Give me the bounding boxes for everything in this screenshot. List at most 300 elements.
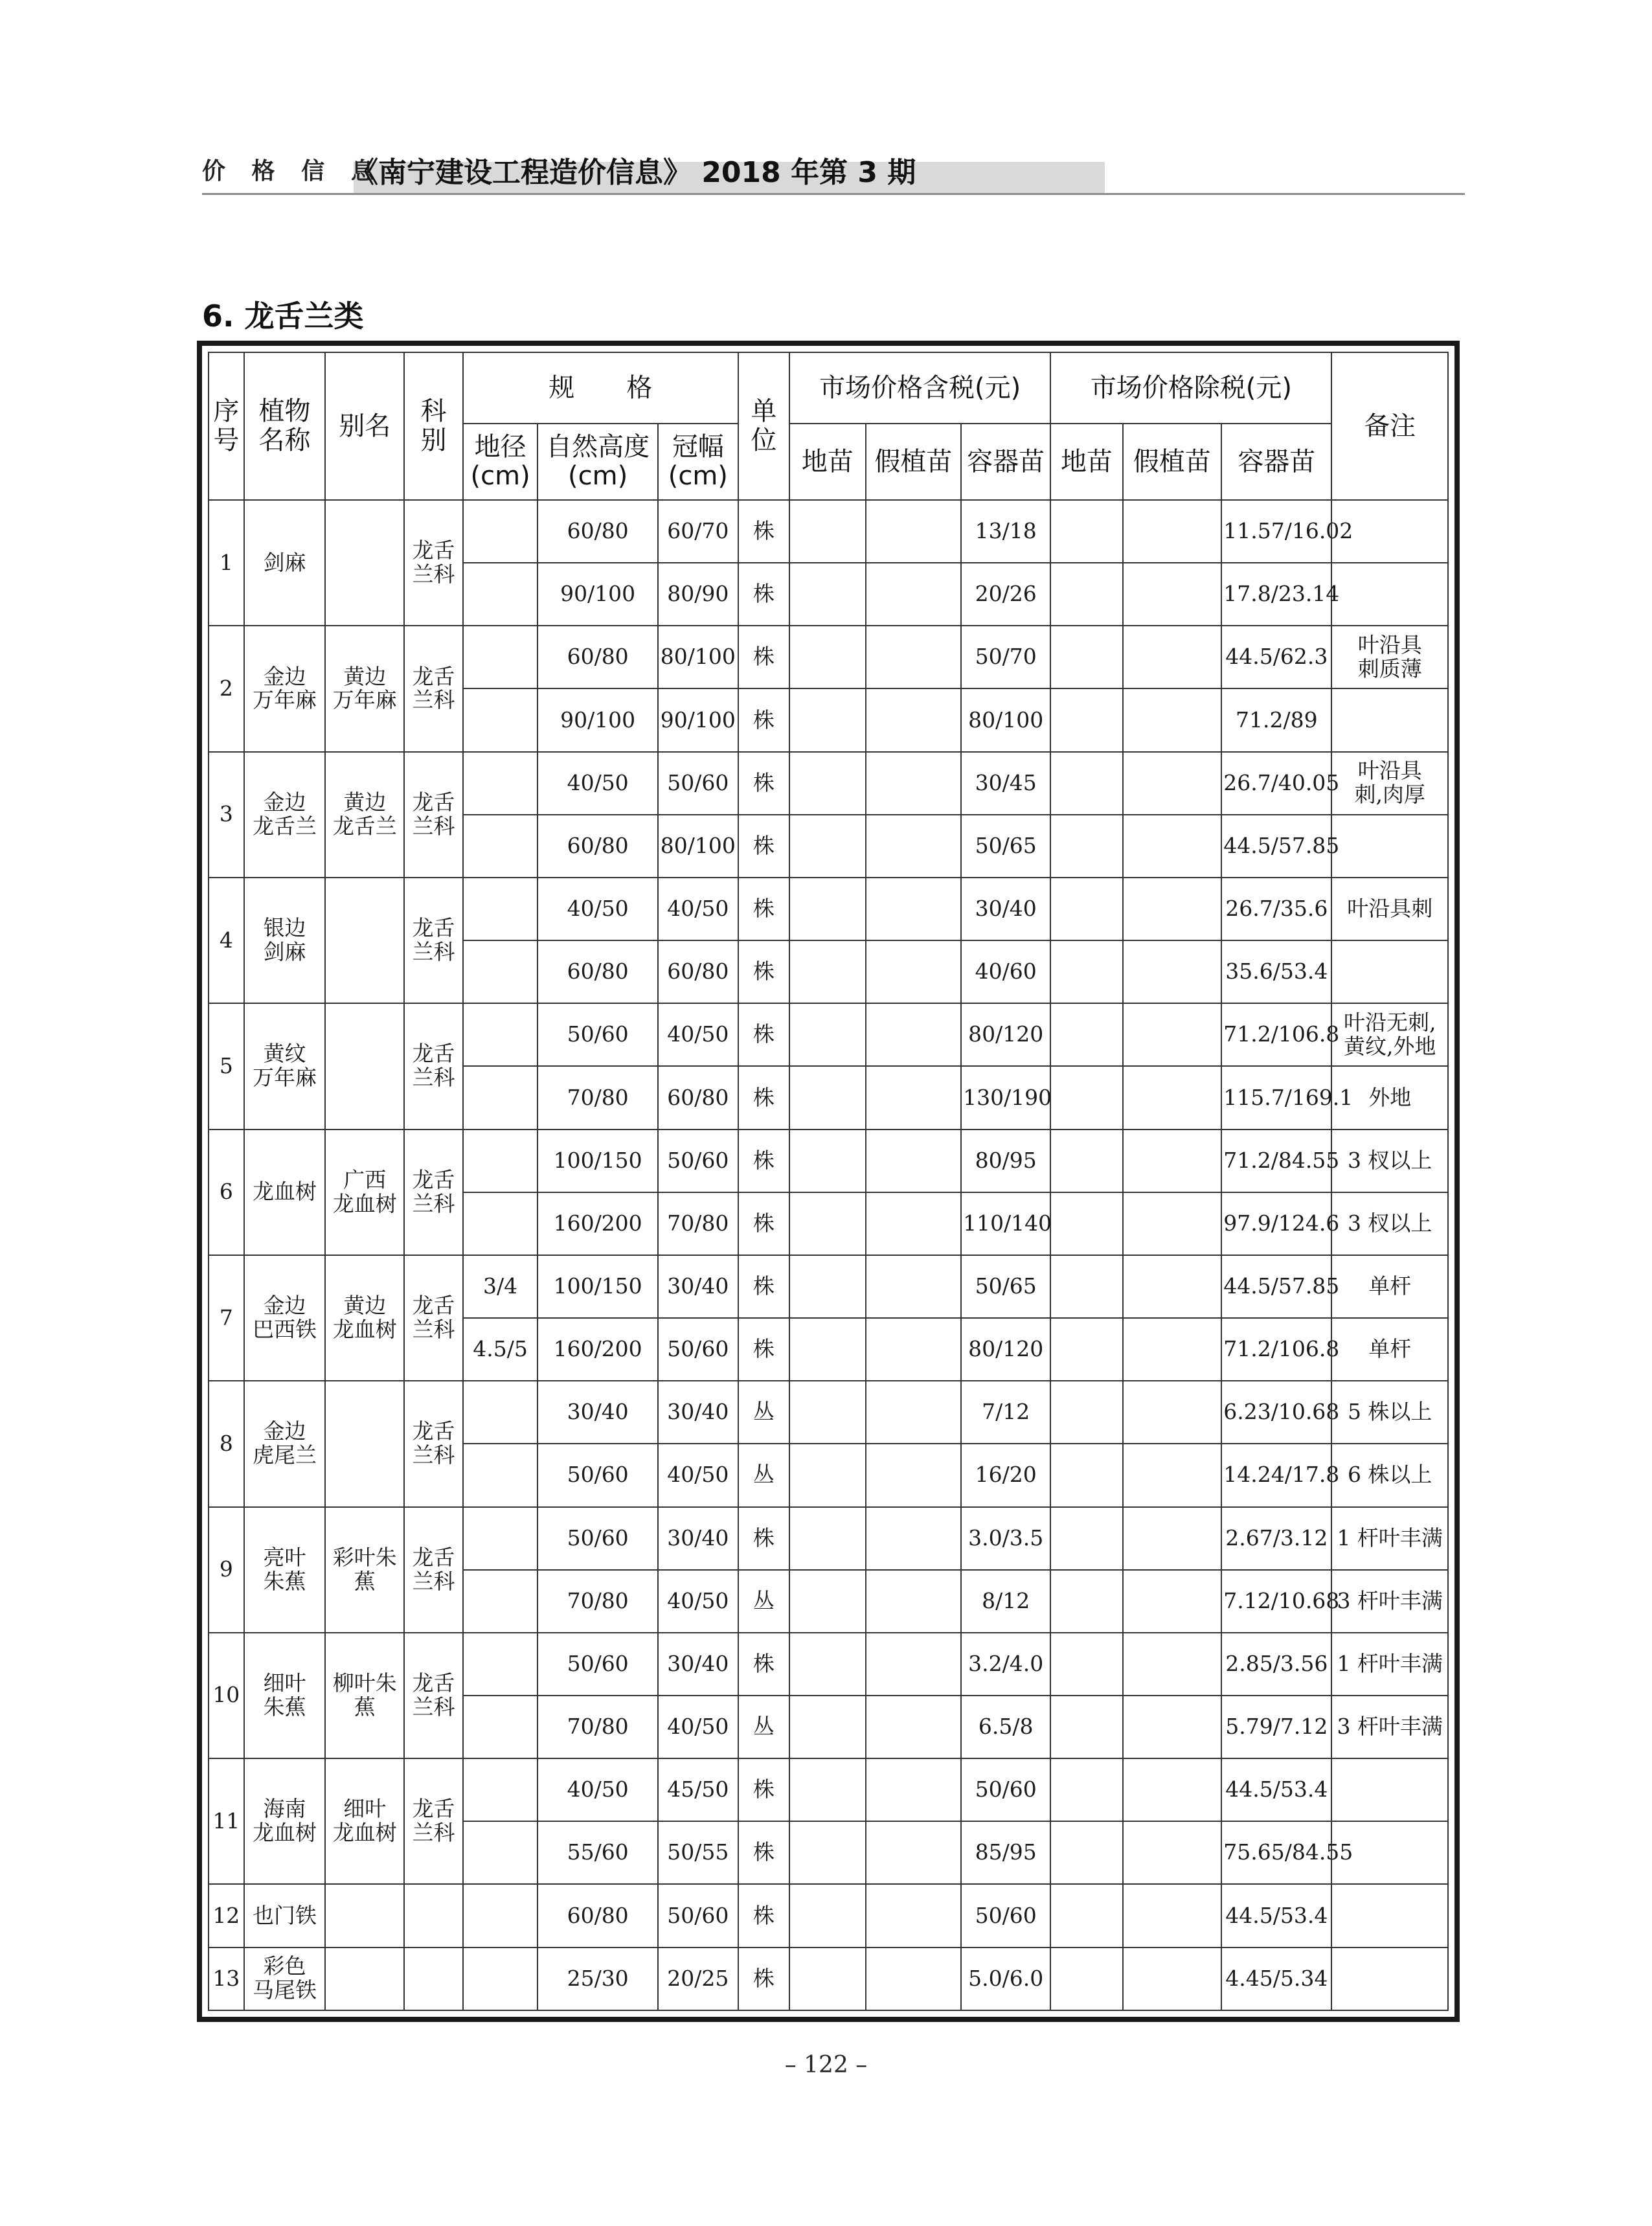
note: 6 株以上: [1331, 1444, 1448, 1506]
note: 外地: [1331, 1066, 1448, 1129]
header-container-ex: 容器苗: [1221, 424, 1331, 500]
plant-alias: [325, 878, 404, 1003]
container-price-ex: 44.5/57.85: [1221, 1255, 1331, 1318]
plant-family: 龙舌 兰科: [404, 1381, 463, 1506]
diameter: [463, 688, 537, 751]
crown: 40/50: [658, 878, 738, 940]
header-unit: 单 位: [738, 352, 789, 500]
crown: 30/40: [658, 1507, 738, 1570]
plant-family: [404, 1884, 463, 1947]
height: 55/60: [537, 1821, 658, 1884]
diameter: [463, 940, 537, 1003]
row-seq: 11: [209, 1758, 244, 1884]
container-price-in: 40/60: [961, 940, 1050, 1003]
container-price-ex: 115.7/169.1: [1221, 1066, 1331, 1129]
note: 单杆: [1331, 1318, 1448, 1381]
diameter: [463, 1948, 537, 2010]
fake-price-ex: [1123, 1003, 1222, 1066]
unit: 株: [738, 1884, 789, 1947]
plant-alias: [325, 1884, 404, 1947]
diameter: [463, 500, 537, 563]
fake-price-ex: [1123, 1444, 1222, 1506]
fake-price-in: [866, 1444, 961, 1506]
container-price-in: 8/12: [961, 1570, 1050, 1633]
row-seq: 1: [209, 500, 244, 626]
height: 50/60: [537, 1507, 658, 1570]
ground-price-ex: [1050, 752, 1122, 815]
unit: 株: [738, 815, 789, 878]
container-price-ex: 2.85/3.56: [1221, 1633, 1331, 1696]
plant-family: 龙舌 兰科: [404, 752, 463, 878]
unit: 株: [738, 1318, 789, 1381]
ground-price-in: [789, 1570, 866, 1633]
plant-family: 龙舌 兰科: [404, 500, 463, 626]
fake-price-ex: [1123, 688, 1222, 751]
table-row: [209, 1633, 1448, 1696]
fake-price-ex: [1123, 500, 1222, 563]
plant-alias: 黄边 万年麻: [325, 626, 404, 751]
container-price-ex: 4.45/5.34: [1221, 1948, 1331, 2010]
height: 70/80: [537, 1066, 658, 1129]
container-price-ex: 71.2/89: [1221, 688, 1331, 751]
table-row: [209, 626, 1448, 688]
note: 3 杈以上: [1331, 1192, 1448, 1255]
ground-price-ex: [1050, 1821, 1122, 1884]
container-price-in: 80/120: [961, 1318, 1050, 1381]
ground-price-in: [789, 1255, 866, 1318]
plant-alias: [325, 500, 404, 626]
container-price-ex: 44.5/53.4: [1221, 1884, 1331, 1947]
container-price-in: 7/12: [961, 1381, 1050, 1444]
plant-alias: 广西 龙血树: [325, 1130, 404, 1255]
price-table-frame: [197, 341, 1460, 2022]
container-price-ex: 75.65/84.55: [1221, 1821, 1331, 1884]
row-seq: 4: [209, 878, 244, 1003]
ground-price-in: [789, 500, 866, 563]
note: 5 株以上: [1331, 1381, 1448, 1444]
plant-family: 龙舌 兰科: [404, 1003, 463, 1129]
container-price-in: 5.0/6.0: [961, 1948, 1050, 2010]
ground-price-in: [789, 752, 866, 815]
fake-price-ex: [1123, 1066, 1222, 1129]
ground-price-ex: [1050, 1318, 1122, 1381]
note: 1 杆叶丰满: [1331, 1507, 1448, 1570]
plant-name: 金边 虎尾兰: [244, 1381, 326, 1506]
diameter: [463, 1192, 537, 1255]
container-price-ex: 6.23/10.68: [1221, 1381, 1331, 1444]
plant-name: 剑麻: [244, 500, 326, 626]
fake-price-ex: [1123, 1821, 1222, 1884]
unit: 株: [738, 1948, 789, 2010]
fake-price-in: [866, 626, 961, 688]
plant-name: 细叶 朱蕉: [244, 1633, 326, 1758]
container-price-in: 50/65: [961, 815, 1050, 878]
note: [1331, 940, 1448, 1003]
ground-price-ex: [1050, 1003, 1122, 1066]
container-price-in: 85/95: [961, 1821, 1050, 1884]
crown: 80/90: [658, 563, 738, 626]
row-seq: 9: [209, 1507, 244, 1633]
unit: 丛: [738, 1570, 789, 1633]
table-row: [209, 500, 1448, 563]
fake-price-ex: [1123, 815, 1222, 878]
diameter: [463, 1633, 537, 1696]
container-price-ex: 44.5/53.4: [1221, 1758, 1331, 1821]
header-container-in: 容器苗: [961, 424, 1050, 500]
crown: 60/80: [658, 940, 738, 1003]
fake-price-ex: [1123, 1948, 1222, 2010]
plant-alias: [325, 1381, 404, 1506]
height: 40/50: [537, 1758, 658, 1821]
diameter: [463, 1444, 537, 1506]
note: 叶沿具 刺,肉厚: [1331, 752, 1448, 815]
height: 160/200: [537, 1192, 658, 1255]
header-rule: [202, 193, 1465, 195]
fake-price-in: [866, 1381, 961, 1444]
fake-price-ex: [1123, 626, 1222, 688]
unit: 株: [738, 626, 789, 688]
table-row: [209, 752, 1448, 815]
ground-price-ex: [1050, 688, 1122, 751]
plant-name: 银边 剑麻: [244, 878, 326, 1003]
fake-price-ex: [1123, 940, 1222, 1003]
crown: 90/100: [658, 688, 738, 751]
crown: 50/60: [658, 1130, 738, 1192]
ground-price-in: [789, 1633, 866, 1696]
height: 60/80: [537, 1884, 658, 1947]
crown: 30/40: [658, 1255, 738, 1318]
fake-price-ex: [1123, 1696, 1222, 1758]
ground-price-ex: [1050, 1255, 1122, 1318]
fake-price-in: [866, 940, 961, 1003]
ground-price-ex: [1050, 1381, 1122, 1444]
container-price-ex: 26.7/40.05: [1221, 752, 1331, 815]
container-price-ex: 17.8/23.14: [1221, 563, 1331, 626]
diameter: [463, 1130, 537, 1192]
container-price-in: 20/26: [961, 563, 1050, 626]
ground-price-ex: [1050, 500, 1122, 563]
fake-price-in: [866, 563, 961, 626]
height: 50/60: [537, 1003, 658, 1066]
plant-name: 亮叶 朱蕉: [244, 1507, 326, 1633]
fake-price-ex: [1123, 1507, 1222, 1570]
plant-alias: [325, 1948, 404, 2010]
row-seq: 8: [209, 1381, 244, 1506]
ground-price-in: [789, 815, 866, 878]
crown: 20/25: [658, 1948, 738, 2010]
price-table: [208, 352, 1449, 2011]
diameter: [463, 626, 537, 688]
header-seq: 序 号: [209, 352, 244, 500]
diameter: [463, 815, 537, 878]
crown: 50/55: [658, 1821, 738, 1884]
crown: 50/60: [658, 1318, 738, 1381]
crown: 80/100: [658, 815, 738, 878]
fake-price-in: [866, 1066, 961, 1129]
ground-price-ex: [1050, 1884, 1122, 1947]
ground-price-in: [789, 1130, 866, 1192]
container-price-in: 30/40: [961, 878, 1050, 940]
unit: 株: [738, 500, 789, 563]
ground-price-ex: [1050, 1444, 1122, 1506]
note: 叶沿具刺: [1331, 878, 1448, 940]
ground-price-in: [789, 1066, 866, 1129]
plant-name: 金边 万年麻: [244, 626, 326, 751]
ground-price-in: [789, 878, 866, 940]
row-seq: 5: [209, 1003, 244, 1129]
plant-name: 黄纹 万年麻: [244, 1003, 326, 1129]
fake-price-in: [866, 1507, 961, 1570]
unit: 株: [738, 1507, 789, 1570]
fake-price-ex: [1123, 563, 1222, 626]
plant-family: 龙舌 兰科: [404, 1758, 463, 1884]
plant-family: 龙舌 兰科: [404, 878, 463, 1003]
header-diameter: 地径 (cm): [463, 424, 537, 500]
plant-name: 龙血树: [244, 1130, 326, 1255]
fake-price-ex: [1123, 752, 1222, 815]
header-tax-ex-group: 市场价格除税(元): [1050, 352, 1331, 424]
plant-alias: 彩叶朱 蕉: [325, 1507, 404, 1633]
row-seq: 10: [209, 1633, 244, 1758]
container-price-ex: 44.5/62.3: [1221, 626, 1331, 688]
crown: 50/60: [658, 752, 738, 815]
fake-price-in: [866, 1255, 961, 1318]
row-seq: 12: [209, 1884, 244, 1947]
container-price-ex: 71.2/84.55: [1221, 1130, 1331, 1192]
unit: 株: [738, 688, 789, 751]
note: 叶沿无刺, 黄纹,外地: [1331, 1003, 1448, 1066]
height: 100/150: [537, 1255, 658, 1318]
unit: 株: [738, 1192, 789, 1255]
ground-price-in: [789, 1696, 866, 1758]
container-price-in: 110/140: [961, 1192, 1050, 1255]
fake-price-in: [866, 688, 961, 751]
plant-family: 龙舌 兰科: [404, 1255, 463, 1381]
container-price-in: 130/190: [961, 1066, 1050, 1129]
unit: 株: [738, 1066, 789, 1129]
crown: 60/70: [658, 500, 738, 563]
container-price-in: 3.2/4.0: [961, 1633, 1050, 1696]
height: 60/80: [537, 815, 658, 878]
ground-price-ex: [1050, 1130, 1122, 1192]
fake-price-in: [866, 500, 961, 563]
plant-name: 金边 龙舌兰: [244, 752, 326, 878]
unit: 株: [738, 878, 789, 940]
ground-price-in: [789, 1821, 866, 1884]
height: 60/80: [537, 940, 658, 1003]
unit: 株: [738, 1821, 789, 1884]
ground-price-in: [789, 1444, 866, 1506]
crown: 50/60: [658, 1884, 738, 1947]
height: 50/60: [537, 1633, 658, 1696]
plant-name: 金边 巴西铁: [244, 1255, 326, 1381]
unit: 丛: [738, 1696, 789, 1758]
crown: 60/80: [658, 1066, 738, 1129]
diameter: [463, 1507, 537, 1570]
height: 70/80: [537, 1570, 658, 1633]
height: 25/30: [537, 1948, 658, 2010]
note: 3 杆叶丰满: [1331, 1696, 1448, 1758]
row-seq: 6: [209, 1130, 244, 1255]
ground-price-ex: [1050, 940, 1122, 1003]
ground-price-in: [789, 1884, 866, 1947]
container-price-in: 50/65: [961, 1255, 1050, 1318]
container-price-ex: 26.7/35.6: [1221, 878, 1331, 940]
header-tax-in-group: 市场价格含税(元): [789, 352, 1050, 424]
ground-price-ex: [1050, 1948, 1122, 2010]
unit: 丛: [738, 1381, 789, 1444]
container-price-ex: 35.6/53.4: [1221, 940, 1331, 1003]
running-header: [202, 146, 1465, 196]
container-price-in: 50/70: [961, 626, 1050, 688]
crown: 40/50: [658, 1003, 738, 1066]
plant-name: 彩色 马尾铁: [244, 1948, 326, 2010]
ground-price-ex: [1050, 1696, 1122, 1758]
ground-price-in: [789, 626, 866, 688]
fake-price-in: [866, 1003, 961, 1066]
note: [1331, 1948, 1448, 2010]
fake-price-ex: [1123, 878, 1222, 940]
height: 60/80: [537, 500, 658, 563]
fake-price-in: [866, 1192, 961, 1255]
diameter: [463, 1381, 537, 1444]
fake-price-in: [866, 1821, 961, 1884]
row-seq: 13: [209, 1948, 244, 2010]
row-seq: 2: [209, 626, 244, 751]
ground-price-ex: [1050, 1192, 1122, 1255]
fake-price-ex: [1123, 1884, 1222, 1947]
row-seq: 7: [209, 1255, 244, 1381]
container-price-ex: 14.24/17.8: [1221, 1444, 1331, 1506]
table-row: [209, 1507, 1448, 1570]
page-number: – 122 –: [784, 2052, 868, 2078]
ground-price-ex: [1050, 815, 1122, 878]
crown: 40/50: [658, 1696, 738, 1758]
ground-price-in: [789, 1381, 866, 1444]
plant-family: 龙舌 兰科: [404, 1130, 463, 1255]
header-height: 自然高度 (cm): [537, 424, 658, 500]
diameter: [463, 563, 537, 626]
note: 3 杈以上: [1331, 1130, 1448, 1192]
fake-price-in: [866, 1130, 961, 1192]
container-price-ex: 2.67/3.12: [1221, 1507, 1331, 1570]
diameter: [463, 1821, 537, 1884]
height: 30/40: [537, 1381, 658, 1444]
container-price-ex: 7.12/10.68: [1221, 1570, 1331, 1633]
unit: 株: [738, 1758, 789, 1821]
container-price-in: 80/95: [961, 1130, 1050, 1192]
crown: 30/40: [658, 1381, 738, 1444]
header-family: 科 别: [404, 352, 463, 500]
table-row: [209, 1381, 1448, 1444]
container-price-in: 13/18: [961, 500, 1050, 563]
ground-price-in: [789, 1507, 866, 1570]
plant-alias: 黄边 龙舌兰: [325, 752, 404, 878]
crown: 40/50: [658, 1570, 738, 1633]
header-title: 《南宁建设工程造价信息》 2018 年第 3 期: [350, 156, 916, 189]
diameter: [463, 1884, 537, 1947]
diameter: [463, 752, 537, 815]
container-price-in: 80/120: [961, 1003, 1050, 1066]
unit: 株: [738, 1130, 789, 1192]
container-price-in: 6.5/8: [961, 1696, 1050, 1758]
note: [1331, 563, 1448, 626]
height: 70/80: [537, 1696, 658, 1758]
plant-name: 也门铁: [244, 1884, 326, 1947]
ground-price-ex: [1050, 1507, 1122, 1570]
note: 单杆: [1331, 1255, 1448, 1318]
fake-price-in: [866, 1318, 961, 1381]
ground-price-in: [789, 1948, 866, 2010]
plant-family: 龙舌 兰科: [404, 1633, 463, 1758]
height: 60/80: [537, 626, 658, 688]
header-alias: 别名: [325, 352, 404, 500]
height: 40/50: [537, 752, 658, 815]
unit: 株: [738, 752, 789, 815]
header-fake-ex: 假植苗: [1123, 424, 1222, 500]
ground-price-ex: [1050, 563, 1122, 626]
plant-alias: 柳叶朱 蕉: [325, 1633, 404, 1758]
container-price-ex: 5.79/7.12: [1221, 1696, 1331, 1758]
ground-price-in: [789, 1758, 866, 1821]
section-title: 6. 龙舌兰类: [202, 299, 364, 334]
container-price-ex: 71.2/106.8: [1221, 1003, 1331, 1066]
diameter: [463, 1003, 537, 1066]
container-price-ex: 71.2/106.8: [1221, 1318, 1331, 1381]
plant-alias: 细叶 龙血树: [325, 1758, 404, 1884]
unit: 株: [738, 1003, 789, 1066]
height: 160/200: [537, 1318, 658, 1381]
plant-family: [404, 1948, 463, 2010]
crown: 70/80: [658, 1192, 738, 1255]
fake-price-in: [866, 1884, 961, 1947]
diameter: 4.5/5: [463, 1318, 537, 1381]
diameter: 3/4: [463, 1255, 537, 1318]
fake-price-in: [866, 878, 961, 940]
crown: 80/100: [658, 626, 738, 688]
ground-price-ex: [1050, 626, 1122, 688]
note: [1331, 1884, 1448, 1947]
container-price-ex: 44.5/57.85: [1221, 815, 1331, 878]
fake-price-ex: [1123, 1192, 1222, 1255]
plant-name: 海南 龙血树: [244, 1758, 326, 1884]
fake-price-ex: [1123, 1633, 1222, 1696]
ground-price-ex: [1050, 1758, 1122, 1821]
fake-price-in: [866, 1570, 961, 1633]
unit: 株: [738, 563, 789, 626]
container-price-in: 50/60: [961, 1884, 1050, 1947]
fake-price-ex: [1123, 1130, 1222, 1192]
fake-price-in: [866, 1633, 961, 1696]
table-row: [209, 1255, 1448, 1318]
note: 3 杆叶丰满: [1331, 1570, 1448, 1633]
unit: 株: [738, 940, 789, 1003]
fake-price-ex: [1123, 1381, 1222, 1444]
ground-price-in: [789, 1318, 866, 1381]
ground-price-in: [789, 1192, 866, 1255]
fake-price-ex: [1123, 1255, 1222, 1318]
container-price-in: 3.0/3.5: [961, 1507, 1050, 1570]
container-price-in: 80/100: [961, 688, 1050, 751]
table-row: [209, 878, 1448, 940]
plant-alias: [325, 1003, 404, 1129]
table-body: [209, 500, 1448, 2010]
note: [1331, 688, 1448, 751]
header-spec-group: 规 格: [463, 352, 738, 424]
header-fake-in: 假植苗: [866, 424, 961, 500]
header-crown: 冠幅 (cm): [658, 424, 738, 500]
note: 1 杆叶丰满: [1331, 1633, 1448, 1696]
